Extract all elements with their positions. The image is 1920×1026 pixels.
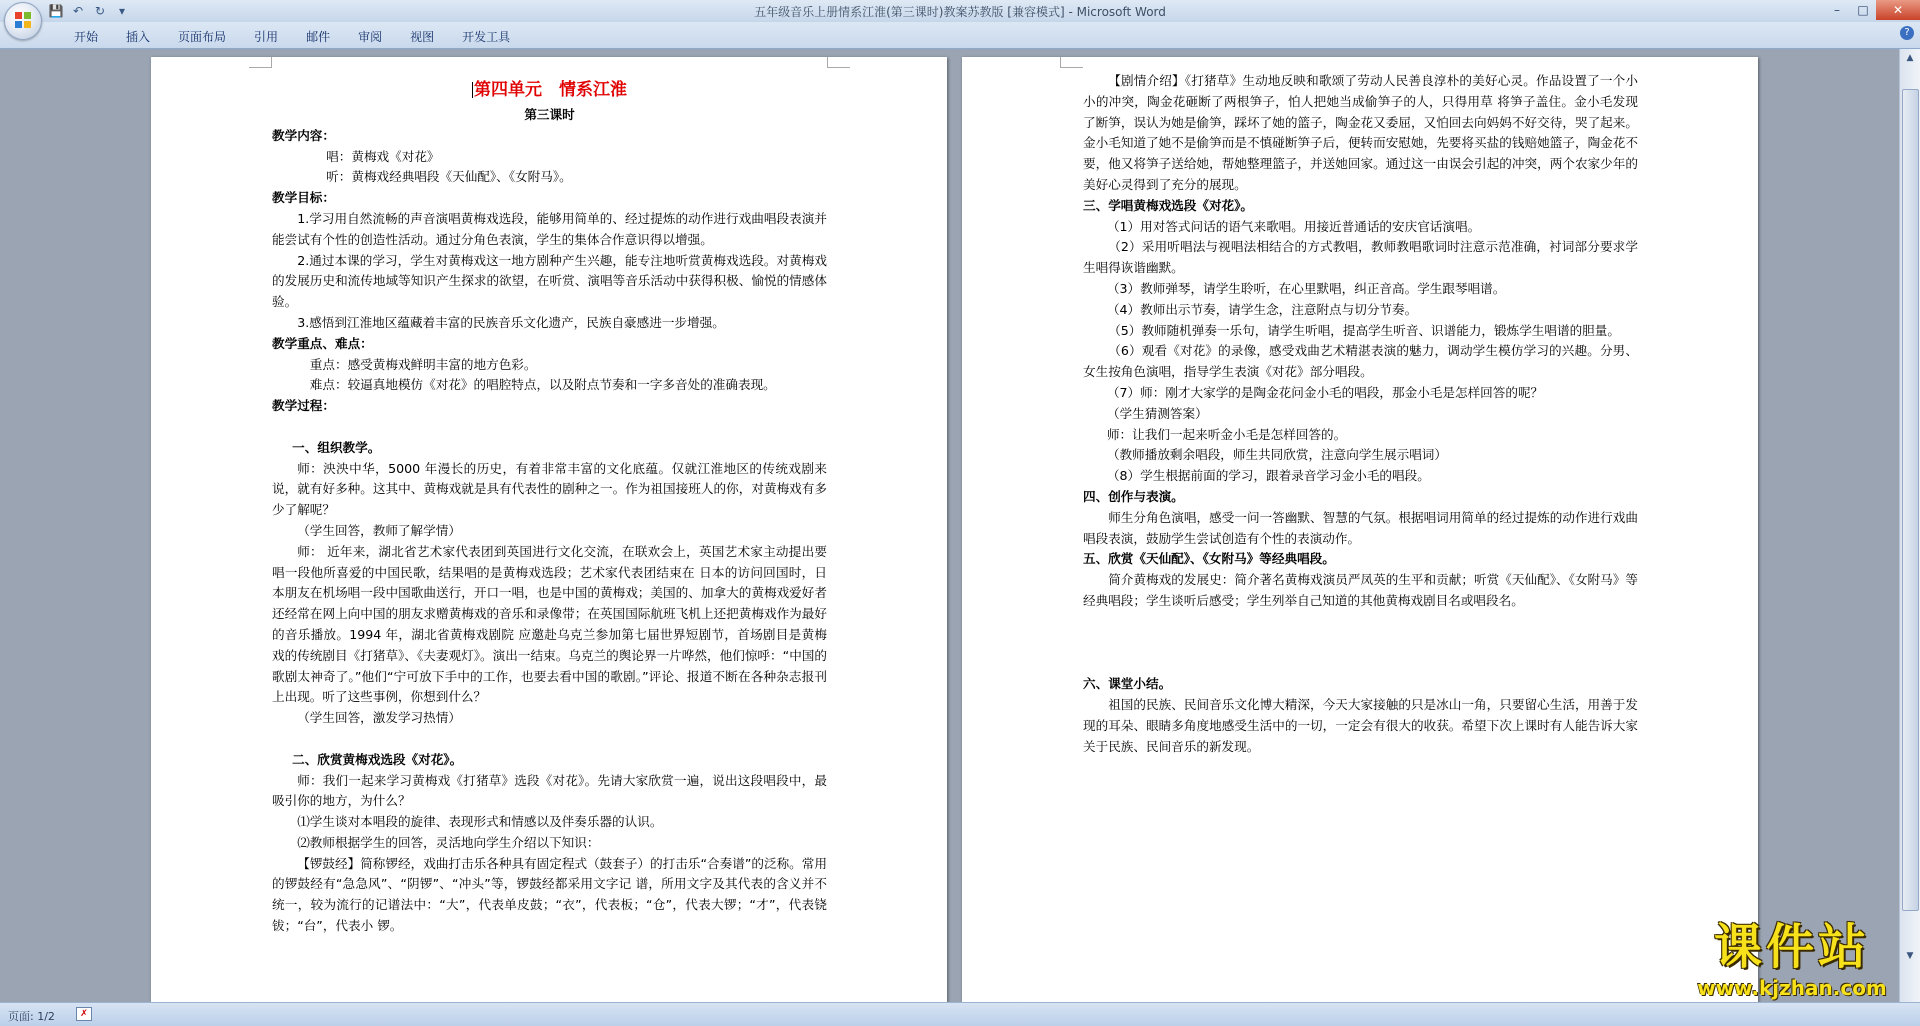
title-bar — [0, 0, 1920, 22]
proofing-icon[interactable]: ✗ — [76, 1007, 92, 1021]
text-cursor — [472, 82, 473, 98]
tab-references[interactable]: 引用 — [254, 30, 279, 44]
paragraph: 【剧情介绍】《打猪草》生动地反映和歌颂了劳动人民善良淳朴的美好心灵。作品设置了一个小小的冲突，陶金花砸断了两根笋子，怕人把她当成偷笋子的人，只得用草 将笋子盖住。金小毛发现了断笋，误认为她是偷笋，踩坏了她的篮子，陶金花又委屈，又怕回去向妈妈不好交待，哭了起来。金小毛知道了她不是偷笋而是不慎碰断笋子后，便转而安慰她，先要将买盐的钱赔她篮子，陶金花不要，他又将笋子送给她，帮她整理篮子，并送她回家。通过这一由误会引起的冲突，两个农家少年的美好心灵得到了充分的展现。 — [1083, 73, 1638, 192]
paragraph: 【锣鼓经】简称锣经，戏曲打击乐各种具有固定程式（鼓套子）的打击乐“合奏谱”的泛称。常用的锣鼓经有“急急风”、“阴锣”、“冲头”等，锣鼓经都采用文字记 谱，所用文字及其代表的含义并不统一，较为流行的记谱法中：“大”，代表单皮鼓；“衣”，代表板；“仓”，代表大锣；“才”，代表铙钹；“台”，代表小 锣。 — [272, 855, 827, 934]
key-point: 重点：感受黄梅戏鲜明丰富的地方色彩。 — [309, 356, 537, 372]
ribbon — [0, 22, 1920, 49]
save-icon[interactable]: 💾 — [48, 4, 64, 18]
process-heading: 教学过程： — [272, 398, 335, 414]
page-title: 第四单元 情系江淮 — [474, 80, 627, 100]
paragraph: （5）教师随机弹奏一乐句，请学生听唱，提高学生听音、识谱能力，锻炼学生唱谱的胆量。 — [1108, 322, 1620, 338]
goal-3: 3.感悟到江淮地区蕴藏着丰富的民族音乐文化遗产，民族自豪感进一步增强。 — [297, 314, 725, 330]
content-sing: 唱：黄梅戏《对花》 — [326, 148, 440, 164]
paragraph: （教师播放剩余唱段，师生共同欣赏，注意向学生展示唱词） — [1106, 447, 1447, 463]
tab-developer[interactable]: 开发工具 — [462, 30, 511, 44]
paragraph: （3）教师弹琴，请学生聆听，在心里默唱，纠正音高。学生跟琴唱谱。 — [1106, 280, 1506, 296]
section-3-heading: 三、学唱黄梅戏选段《对花》。 — [1083, 197, 1254, 213]
page-subtitle: 第三课时 — [524, 107, 575, 122]
scroll-up-icon[interactable]: ▲ — [1906, 53, 1914, 63]
close-button[interactable]: ✕ — [1876, 0, 1920, 20]
office-logo-icon — [15, 12, 31, 28]
paragraph: 师：泱泱中华，5000 年漫长的历史，有着非常丰富的文化底蕴。仅就江淮地区的传统戏剧来说，就有好多种。这其中、黄梅戏就是具有代表性的剧种之一。作为祖国接班人的你，对黄梅戏有多少了解呢？ — [272, 460, 827, 518]
margin-corner-mark — [827, 57, 850, 68]
paragraph: （4）教师出示节奏，请学生念，注意附点与切分节奏。 — [1106, 301, 1418, 317]
margin-corner-mark — [249, 57, 272, 68]
scrollbar-thumb[interactable] — [1902, 89, 1919, 911]
scroll-down-icon[interactable]: ▼ — [1906, 951, 1914, 961]
paragraph: ⑴学生谈对本唱段的旋律、表现形式和情感以及伴奏乐器的认识。 — [297, 814, 663, 830]
page-2-content[interactable] — [1083, 71, 1638, 757]
watermark-title: 课件站 — [1713, 919, 1870, 975]
section-4-heading: 四、创作与表演。 — [1083, 488, 1184, 504]
section-5-heading: 五、欣赏《天仙配》、《女附马》等经典唱段。 — [1083, 551, 1335, 567]
paragraph: （7）师：刚才大家学的是陶金花问金小毛的唱段，那金小毛是怎样回答的呢？ — [1106, 384, 1544, 400]
customize-qat-icon[interactable]: ▾ — [118, 4, 126, 18]
paragraph: ⑵教师根据学生的回答，灵活地向学生介绍以下知识： — [297, 834, 600, 850]
tab-insert[interactable]: 插入 — [126, 30, 151, 44]
goals-heading: 教学目标： — [272, 190, 335, 206]
document-page-1[interactable] — [151, 57, 947, 1002]
paragraph: （学生猜测答案） — [1106, 405, 1208, 421]
office-button[interactable] — [4, 2, 42, 40]
section-1-heading: 一、组织教学。 — [292, 439, 381, 455]
content-heading: 教学内容： — [272, 127, 335, 143]
redo-icon[interactable]: ↻ — [94, 4, 106, 18]
watermark-url: www.kjzhan.com — [1697, 976, 1887, 1000]
tab-page-layout[interactable]: 页面布局 — [178, 30, 227, 44]
watermark-logo — [1664, 918, 1920, 1025]
window-title: 五年级音乐上册情系江淮(第三课时)教案苏教版 [兼容模式] - Microsoft Word — [754, 5, 1166, 19]
key-points-heading: 教学重点、难点： — [272, 335, 373, 351]
section-2-heading: 二、欣赏黄梅戏选段《对花》。 — [292, 751, 463, 767]
vertical-scrollbar[interactable] — [1899, 49, 1920, 1002]
paragraph: （6）观看《对花》的录像，感受戏曲艺术精湛表演的魅力，调动学生模仿学习的兴趣。分男、女生按角色演唱，指导学生表演《对花》部分唱段。 — [1083, 343, 1638, 380]
paragraph: 师生分角色演唱，感受一问一答幽默、智慧的气氛。根据唱词用简单的经过提炼的动作进行戏曲唱段表演，鼓励学生尝试创造有个性的表演动作。 — [1083, 509, 1638, 546]
paragraph: 师： 近年来，湖北省艺术家代表团到英国进行文化交流，在联欢会上，英国艺术家主动提出要唱一段他所喜爱的中国民歌，结果唱的是黄梅戏选段；艺术家代表团结束在 日本的访问回国时，日本朋友在机场唱一段中国歌曲送行，开口一唱，也是中国的黄梅戏；美国的、加拿大的黄梅戏爱好者还经常在网上向中国的朋友求赠黄梅戏的音乐和录像带；在英国国际航班飞机上还把黄梅戏作为最好的音乐播放。1994 年，湖北省黄梅戏剧院 应邀赴乌克兰参加第七届世界短剧节，首场剧目是黄梅戏的传统剧目《打猪草》、《夫妻观灯》。演出一结束。乌克兰的舆论界一片哗然，他们惊呼：“中国的歌剧太神奇了。”他们“宁可放下手中的工作，也要去看中国的歌剧。”评论、报道不断在各种杂志报刊上出现。听了这些事例，你想到什么？ — [272, 543, 827, 705]
undo-icon[interactable]: ↶ — [72, 4, 84, 18]
page-1-content[interactable] — [272, 75, 827, 937]
paragraph: （学生回答，激发学习热情） — [297, 710, 461, 726]
paragraph: 师：我们一起来学习黄梅戏《打猪草》选段《对花》。先请大家欣赏一遍，说出这段唱段中，最吸引你的地方，为什么？ — [272, 772, 827, 809]
section-6-heading: 六、课堂小结。 — [1083, 676, 1172, 692]
document-workspace — [0, 49, 1900, 1002]
paragraph: 师：让我们一起来听金小毛是怎样回答的。 — [1106, 426, 1347, 442]
status-bar — [0, 1002, 1920, 1026]
tab-home[interactable]: 开始 — [74, 30, 99, 44]
goal-1: 1.学习用自然流畅的声音演唱黄梅戏选段，能够用简单的、经过提炼的动作进行戏曲唱段表演并能尝试有个性的创造性活动。通过分角色表演，学生的集体合作意识得以增强。 — [272, 210, 827, 247]
goal-2: 2.通过本课的学习，学生对黄梅戏这一地方剧种产生兴趣，能专注地听赏黄梅戏选段。对黄梅戏的发展历史和流传地域等知识产生探求的欲望，在听赏、演唱等音乐活动中获得积极、愉悦的情感体验。 — [272, 252, 827, 310]
page-count[interactable]: 页面: 1/2 — [8, 1010, 55, 1023]
difficulty-point: 难点：较逼真地模仿《对花》的唱腔特点，以及附点节奏和一字多音处的准确表现。 — [309, 377, 776, 393]
maximize-button[interactable]: □ — [1857, 3, 1869, 17]
tab-mailings[interactable]: 邮件 — [306, 30, 331, 44]
window-controls — [1824, 0, 1920, 20]
paragraph: （学生回答，教师了解学情） — [297, 522, 461, 538]
document-page-2[interactable] — [962, 57, 1758, 1002]
paragraph: 简介黄梅戏的发展史：简介著名黄梅戏演员严凤英的生平和贡献；听赏《天仙配》、《女附马》等经典唱段；学生谈听后感受；学生列举自己知道的其他黄梅戏剧目名或唱段名。 — [1083, 572, 1638, 608]
tab-view[interactable]: 视图 — [410, 30, 435, 44]
margin-corner-mark — [1060, 57, 1083, 68]
paragraph: （8）学生根据前面的学习，跟着录音学习金小毛的唱段。 — [1106, 468, 1430, 484]
minimize-button[interactable]: – — [1834, 3, 1840, 17]
ribbon-tabs — [60, 28, 524, 45]
tab-review[interactable]: 审阅 — [358, 30, 383, 44]
help-icon[interactable]: ? — [1900, 26, 1914, 40]
content-listen: 听：黄梅戏经典唱段《天仙配》、《女附马》。 — [326, 169, 572, 185]
paragraph: （1）用对答式问话的语气来歌唱。用接近普通话的安庆官话演唱。 — [1106, 218, 1481, 234]
paragraph: 祖国的民族、民间音乐文化博大精深，今天大家接触的只是冰山一角，只要留心生活，用善于发现的耳朵、眼睛多角度地感受生活中的一切，一定会有很大的收获。希望下次上课时有人能告诉大家关于民族、民间音乐的新发现。 — [1083, 696, 1638, 754]
paragraph: （2）采用听唱法与视唱法相结合的方式教唱，教师教唱歌词时注意示范准确，衬词部分要求学生唱得诙谐幽默。 — [1083, 239, 1638, 276]
